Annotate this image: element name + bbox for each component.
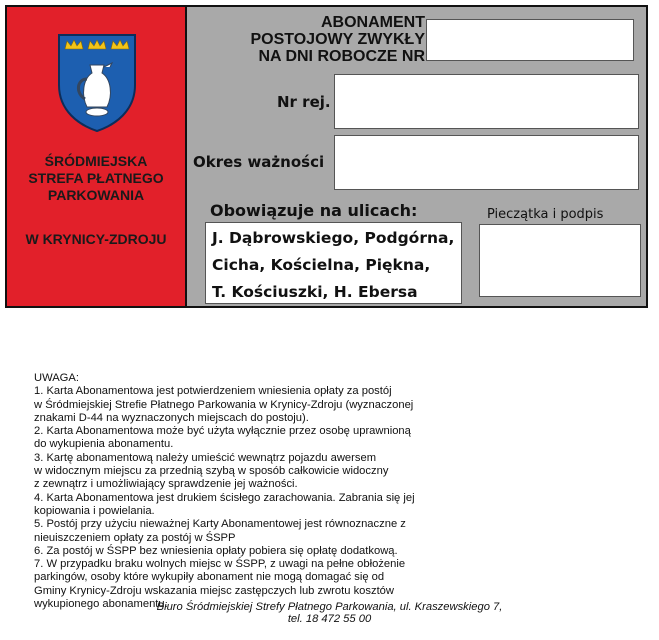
stamp-label: Pieczątka i podpis [487, 207, 604, 222]
validity-field[interactable] [334, 135, 639, 190]
notes-heading: UWAGA: [34, 372, 79, 384]
registration-label: Nr rej. [277, 93, 331, 111]
notes-line: 7. W przypadku braku wolnych miejsc w ŚSPP, z uwagi na pełne obłożenie [34, 558, 406, 571]
street-line: Cicha, Kościelna, Piękna, [212, 256, 431, 274]
stamp-signature-box[interactable] [479, 224, 641, 297]
registration-field[interactable] [334, 74, 639, 129]
zone-title [7, 153, 185, 204]
notes-line: wykupionego abonamentu. [34, 598, 168, 611]
notes-line: 1. Karta Abonamentowa jest potwierdzeniem wniesienia opłaty za postój [34, 385, 392, 398]
validity-label: Okres ważności [193, 153, 325, 171]
street-line: J. Dąbrowskiego, Podgórna, [212, 229, 455, 247]
permit-title [207, 14, 425, 65]
notes-line: nieuiszczeniem opłaty za postój w ŚSPP [34, 531, 236, 544]
zone-city: W KRYNICY-ZDROJU [25, 231, 167, 247]
title-line: NA DNI ROBOCZE NR [258, 48, 425, 65]
footer-phone: tel. 18 472 55 00 [287, 613, 372, 625]
notes-line: znakami D-44 na wyznaczonych miejscach do postoju). [34, 411, 309, 424]
parking-permit-card [5, 5, 648, 308]
notes-line: 3. Kartę abonamentową należy umieścić wewnątrz pojazdu awersem [34, 451, 377, 464]
zone-panel [7, 7, 187, 306]
zone-title-line: STREFA PŁATNEGO [28, 170, 164, 186]
notes-line: 6. Za postój w ŚSPP bez wniesienia opłaty pobiera się opłatę dodatkową. [34, 544, 398, 557]
permit-number-field[interactable] [426, 19, 634, 61]
notes-line: w Śródmiejskiej Strefie Płatnego Parkowania w Krynicy-Zdroju (wyznaczonej [34, 398, 414, 411]
zone-title-line: PARKOWANIA [47, 187, 145, 203]
streets-list [205, 222, 462, 304]
title-line: ABONAMENT [321, 14, 425, 31]
footer-address: Biuro Śródmiejskiej Strefy Płatnego Parkowania, ul. Kraszewskiego 7, [156, 601, 503, 613]
notes-line: z zewnątrz i umożliwiający sprawdzenie jej ważności. [34, 478, 298, 491]
notes-line: Gminy Krynicy-Zdroju wskazania miejsc zastępczych lub zwrotu kosztów [34, 584, 394, 597]
krynica-coat-of-arms-icon [57, 33, 137, 133]
street-line: T. Kościuszki, H. Ebersa [212, 283, 418, 301]
notes-line: 2. Karta Abonamentowa może być użyta wyłącznie przez osobę uprawnioną [34, 425, 411, 438]
notes-line: parkingów, osoby które wykupiły abonament nie mogą domagać się od [34, 571, 385, 584]
notes-line: kopiowania i powielania. [34, 504, 155, 517]
title-line: POSTOJOWY ZWYKŁY [250, 31, 425, 48]
notes-line: do wykupienia abonamentu. [34, 438, 174, 451]
streets-label: Obowiązuje na ulicach: [210, 201, 418, 220]
notes-section [34, 372, 594, 611]
notes-line: 4. Karta Abonamentowa jest drukiem ścisłego zarachowania. Zabrania się jej [34, 491, 415, 504]
notes-line: 5. Postój przy użyciu nieważnej Karty Abonamentowej jest równoznaczne z [34, 518, 406, 531]
zone-title-line: ŚRÓDMIEJSKA [44, 153, 148, 169]
notes-line: w widocznym miejscu za przednią szybą w sposób całkowicie widoczny [34, 465, 389, 478]
